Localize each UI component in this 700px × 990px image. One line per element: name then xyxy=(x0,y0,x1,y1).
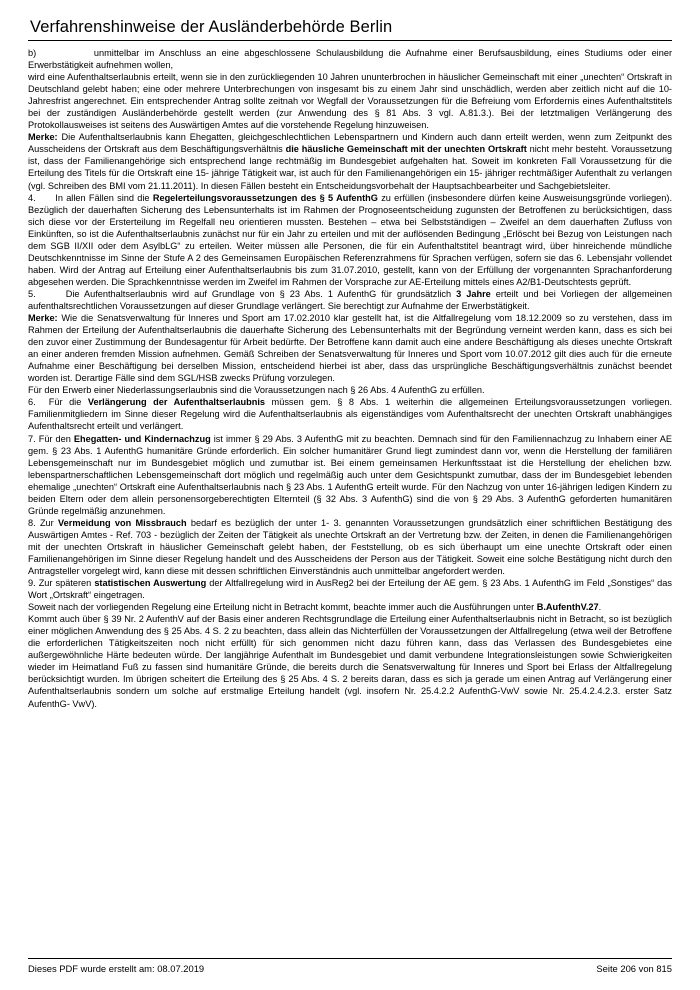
paragraph xyxy=(28,396,672,432)
text-run: bedarf es bezüglich der unter 1- 3. genannten Voraussetzungen grundsätzlich einer schriftlichen Bestätigung des Auswärtigen Amtes - Ref. 703 - bezüglich der Zeiten der Tätigkeit als unechte Ortskraft an der Vertretung bzw. der Zeiten, in denen die Familienangehörigen mit der unechten Ortskraft in häuslicher Gemeinschaft gelebt haben, der Feststellung, ob es sich überhaupt um eine unechte Ortskraft oder einen Familienangehörigen im Sinne dieser Regelung handelt und des Ausscheidens der Person aus der Tätigkeit. Soweit eine solche Bestätigung nicht durch den Antragsteller vorgelegt wird, kann diese mit dessen schriftlichen Einverständnis auch unmittelbar angefordert werden. xyxy=(28,517,672,577)
text-run: der Altfallregelung wird in AusReg2 bei der Erteilung der AE gem. § 23 Abs. 1 AufenthG im Feld „Sonstiges“ das Wort „Ortskraft“ eingetragen. xyxy=(28,578,672,601)
emphasis-text: statistischen Auswertung xyxy=(94,578,207,589)
emphasis-text: Ehegatten- und Kindernachzug xyxy=(73,433,211,444)
text-run: In allen Fällen sind die xyxy=(35,192,153,203)
footer-page-number: Seite 206 von 815 xyxy=(596,963,672,974)
paragraph xyxy=(28,192,672,288)
emphasis-text: B.AufenthV.27 xyxy=(536,602,599,613)
paragraph xyxy=(28,433,672,517)
footer-created-text: Dieses PDF wurde erstellt am: 08.07.2019 xyxy=(28,963,205,974)
text-run: wird eine Aufenthaltserlaubnis erteilt, wenn sie in den zurückliegenden 10 Jahren ununterbrochen in häuslicher Gemeinschaft mit einer „unechten“ Ortskraft in Deutschland gelebt haben; eine oder mehrere Unterbrechungen von insgesamt bis zu einem Jahr sind unschädlich, werden aber zeitlich nicht auf die 10- Jahresfrist angerechnet. Ein entsprechender Antrag sollte zeitnah vor Wegfall der Voraussetzungen für die Befreiung vom Erfordernis eines Aufenthaltstitels bei der zuständigen Ausländerbehörde gestellt werden (zur Anwendung des § 81 Abs. 3 vgl. A.81.3.). Bei der letztmaligen Verlängerung des Protokollausweises ist seitens des Auswärtigen Amtes auf die vorstehende Regelung hinzuweisen. xyxy=(28,72,672,131)
paragraph xyxy=(28,288,672,312)
text-run: erteilt und bei Vorliegen der allgemeinen aufenthaltsrechtlichen Voraussetzungen auf dieser Grundlage verlängert. Sie berechtigt zur Aufnahme der Erwerbstätigkeit. xyxy=(28,288,672,311)
text-run: Wie die Senatsverwaltung für Inneres und Sport am 17.02.2010 klar gestellt hat, ist die Altfallregelung vom 18.12.2009 so zu verstehen, dass im Rahmen der Erteilung der Aufenthaltserlaubnis die dauerhafte Sicherung des Lebensunterhalts mit der Begründung verneint werden kann, dass es sich bei den zuvor einer Zustimmung der Bundesagentur für Arbeit bedürfte. Der Betroffene kann damit auch eine andere Beschäftigung als dieses unechte Ortskraft an einer anderen fremden Mission aufnehmen. Gemäß Schreiben der Senatsverwaltung für Inneres und Sport vom 10.07.2012 gilt dies auch für die erneute Aufnahme einer Beschäftigung bei derselben Mission, entscheidend hierbei ist aber, dass das ursprüngliche Beschäftigungsverhältnis zunächst beendet worden ist. Derartige Fälle sind dem SGL/HSB zwecks Prüfung vorzulegen. xyxy=(28,313,672,384)
paragraph xyxy=(28,384,672,396)
paragraph xyxy=(28,613,672,709)
paragraph xyxy=(28,312,672,384)
text-run: zu erfüllen (insbesondere dürfen keine Ausweisungsgründe vorliegen). Bezüglich der dauerhaften Sicherung des Lebensunterhalts ist im Rahmen der Prognoseentscheidung zugunsten der Betroffenen zu berücksichtigen, dass sich diese vor der Ersterteilung im Regelfall neu orientieren mussten. Bestehen – etwa bei Selbstständigen – Zweifel an dem dauerhaften Zufluss von Einkünften, so ist die Aufenthaltserlaubnis zunächst nur für ein Jahr zu erteilen und mit der auflösenden Bedingung „Erlöscht bei Bezug von Leistungen nach dem SGB II/XII oder dem AsylbLG“ zu erteilen. Weiter müssen alle Personen, die für ein Aufenthaltstitel beantragt wird, über hinreichende mündliche Deutschkenntnisse im Sinne der Stufe A 2 des Gemeinsamen Europäischen Referenzrahmens für Sprachen verfügen, sofern sie das 6. Lebensjahr vollendet haben. Wird der Antrag auf Erteilung einer Aufenthaltserlaubnis bis zum 31.07.2010, gestellt, kann von der Erfüllung der vorgenannten Sprachanforderung abgesehen werden. Die Sprachkenntnisse werden im Zweifel im Rahmen der Vorsprache zur AE-Erteilung mittels eines A2/B1-Deutschtests geprüft. xyxy=(28,192,673,287)
paragraph xyxy=(28,71,672,131)
text-run: 7. Für den xyxy=(28,433,74,444)
text-run: Kommt auch über § 39 Nr. 2 AufenthV auf der Basis einer anderen Rechtsgrundlage die Erteilung einer Aufenthaltserlaubnis nicht in Betracht, so ist bezüglich einer möglichen Anwendung des § 25 Abs. 4 S. 2 zu beachten, dass allein das Nichterfüllen der Voraussetzungen der Altfallregelung (etwa weil der Betroffene die erforderlichen Tätigkeitszeiten noch nicht erfüllt) für sich genommen nicht dazu führen kann, dass das Verlassen des Bundesgebietes eine außergewöhnliche Härte bedeuten würde. Der langjährige Aufenthalt im Bundesgebiet und damit verbundene Integrationsleistungen sowie Schwierigkeiten wieder im Heimatland Fuß zu fassen sind humanitäre Gründe, die bereits durch die Senatsverwaltung für Inneres und Sport bei Erlass der Altfallregelung berücksichtigt wurden. Im übrigen scheitert die Erteilung des § 25 Abs. 4 S. 2 bereits daran, dass es sich ja gerade um einen Antrag auf Verlängerung einer Aufenthaltserlaubnis sondern um solche auf erstmalige Erteilung handelt (vgl. insofern Nr. 25.4.2.2 AufenthG-VwV sowie Nr. 25.4.2.4.2.3. erster Satz AufenthG- VwV). xyxy=(28,614,672,709)
paragraph xyxy=(28,47,672,71)
paragraph xyxy=(28,601,672,613)
title-divider xyxy=(28,40,672,41)
text-run: 4. xyxy=(28,192,36,203)
emphasis-text: Verlängerung der Aufenthaltserlaubnis xyxy=(87,397,266,408)
paragraph xyxy=(28,131,672,191)
paragraph xyxy=(28,577,672,601)
text-run: Für die xyxy=(35,397,88,408)
text-run: b) xyxy=(28,48,37,58)
footer-divider xyxy=(28,958,672,959)
text-run: müssen gem. § 8 Abs. 1 weiterhin die allgemeinen Erteilungsvoraussetzungen vorliegen. Familienmitgliedern im Sinne dieser Regelung wird die Aufenthaltserlaubnis als eigenständiges vom Aufenthaltsrecht der unechten Ortskraft unabhängiges Aufenthaltsrecht erteilt und verlängert. xyxy=(28,397,672,432)
text-run: 9. Zur späteren xyxy=(28,578,95,589)
text-run: nicht mehr besteht. Voraussetzung ist, dass der Familienangehörige sich entsprechend lange rechtmäßig im Bundesgebiet aufgehalten hat. Soweit im konkreten Fall Voraussetzung für die Erteilung des Titels für die Ortskraft eine 15- jährige Tätigkeit war, ist auch für den Familienangehörigen ein 15- jähriger rechtmäßiger Aufenthalt zu verlangen (vgl. Schreiben des BMI vom 21.11.2011). In diesen Fällen besteht ein Entscheidungsvorbehalt der Hauptsachbearbeiter und Sachgebietsleiter. xyxy=(28,144,672,191)
text-run: Für den Erwerb einer Niederlassungserlaubnis sind die Voraussetzungen nach § 26 Abs. 4 AufenthG zu erfüllen. xyxy=(28,385,485,396)
paragraph xyxy=(28,517,672,577)
emphasis-text: 3 Jahre xyxy=(456,288,491,299)
text-run: . xyxy=(598,602,602,613)
emphasis-text: Merke: xyxy=(28,313,58,324)
page-footer xyxy=(28,958,672,980)
text-run: 8. Zur xyxy=(28,517,59,528)
emphasis-text: Merke: xyxy=(28,132,58,143)
text-run: Die Aufenthaltserlaubnis wird auf Grundlage von § 23 Abs. 1 AufenthG für grundsätzlich xyxy=(35,288,457,299)
text-run: ist immer § 29 Abs. 3 AufenthG mit zu beachten. Demnach sind für den Familiennachzug zu Inhabern einer AE gem. § 23 Abs. 1 AufenthG humanitäre Gründe erforderlich. Ein solcher humanitärer Grund liegt zumindest dann vor, wenn die Herstellung der familiären Lebensgemeinschaft nur im Bundesgebiet möglich und zumutbar ist. Bei einem gemeinsamen Herkunftsstaat ist die Herstellung der ehelichen bzw. lebenspartnerschaftlichen Lebensgemeinschaft dort möglich und regelmäßig auch unter dem Gesichtspunkt zumutbar, dass der im Bundesgebiet lebenden ehemalige „unechten“ Ortskraft eine Aufenthaltserlaubnis nach § 23 Abs. 1 AufenthG erteilt wurde. Für den Nachzug von unter 16-jährigen ledigen Kindern zu beiden Eltern oder dem allein personensorgeberechtigten Elternteil (§ 32 Abs. 3 AufenthG) sind die von § 29 Abs. 3 AufenthG geforderten humanitären Gründe regelmäßig anzunehmen. xyxy=(28,433,673,516)
emphasis-text: die häusliche Gemeinschaft mit der unechten Ortskraft xyxy=(285,144,527,155)
emphasis-text: Vermeidung von Missbrauch xyxy=(58,517,187,528)
page-title: Verfahrenshinweise der Ausländerbehörde Berlin xyxy=(30,18,393,36)
document-body xyxy=(28,47,672,710)
text-run: 5. xyxy=(28,288,36,299)
text-run: unmittelbar im Anschluss an eine abgeschlossene Schulausbildung die Aufnahme einer Berufsausbildung, eines Studiums oder einer Erwerbstätigkeit aufnehmen wollen, xyxy=(28,48,672,71)
text-run: 6. xyxy=(28,397,36,408)
text-run: Soweit nach der vorliegenden Regelung eine Erteilung nicht in Betracht kommt, beachte immer auch die Ausführungen unter xyxy=(28,602,537,613)
emphasis-text: Regelerteilungsvoraussetzungen des § 5 AufenthG xyxy=(152,192,378,203)
text-run: Die Aufenthaltserlaubnis kann Ehegatten, gleichgeschlechtlichen Lebenspartnern und Kindern auch dann erteilt werden, wenn zum Zeitpunkt des Ausscheidens der Ortskraft aus dem Beschäftigungsverhältnis xyxy=(28,132,672,155)
